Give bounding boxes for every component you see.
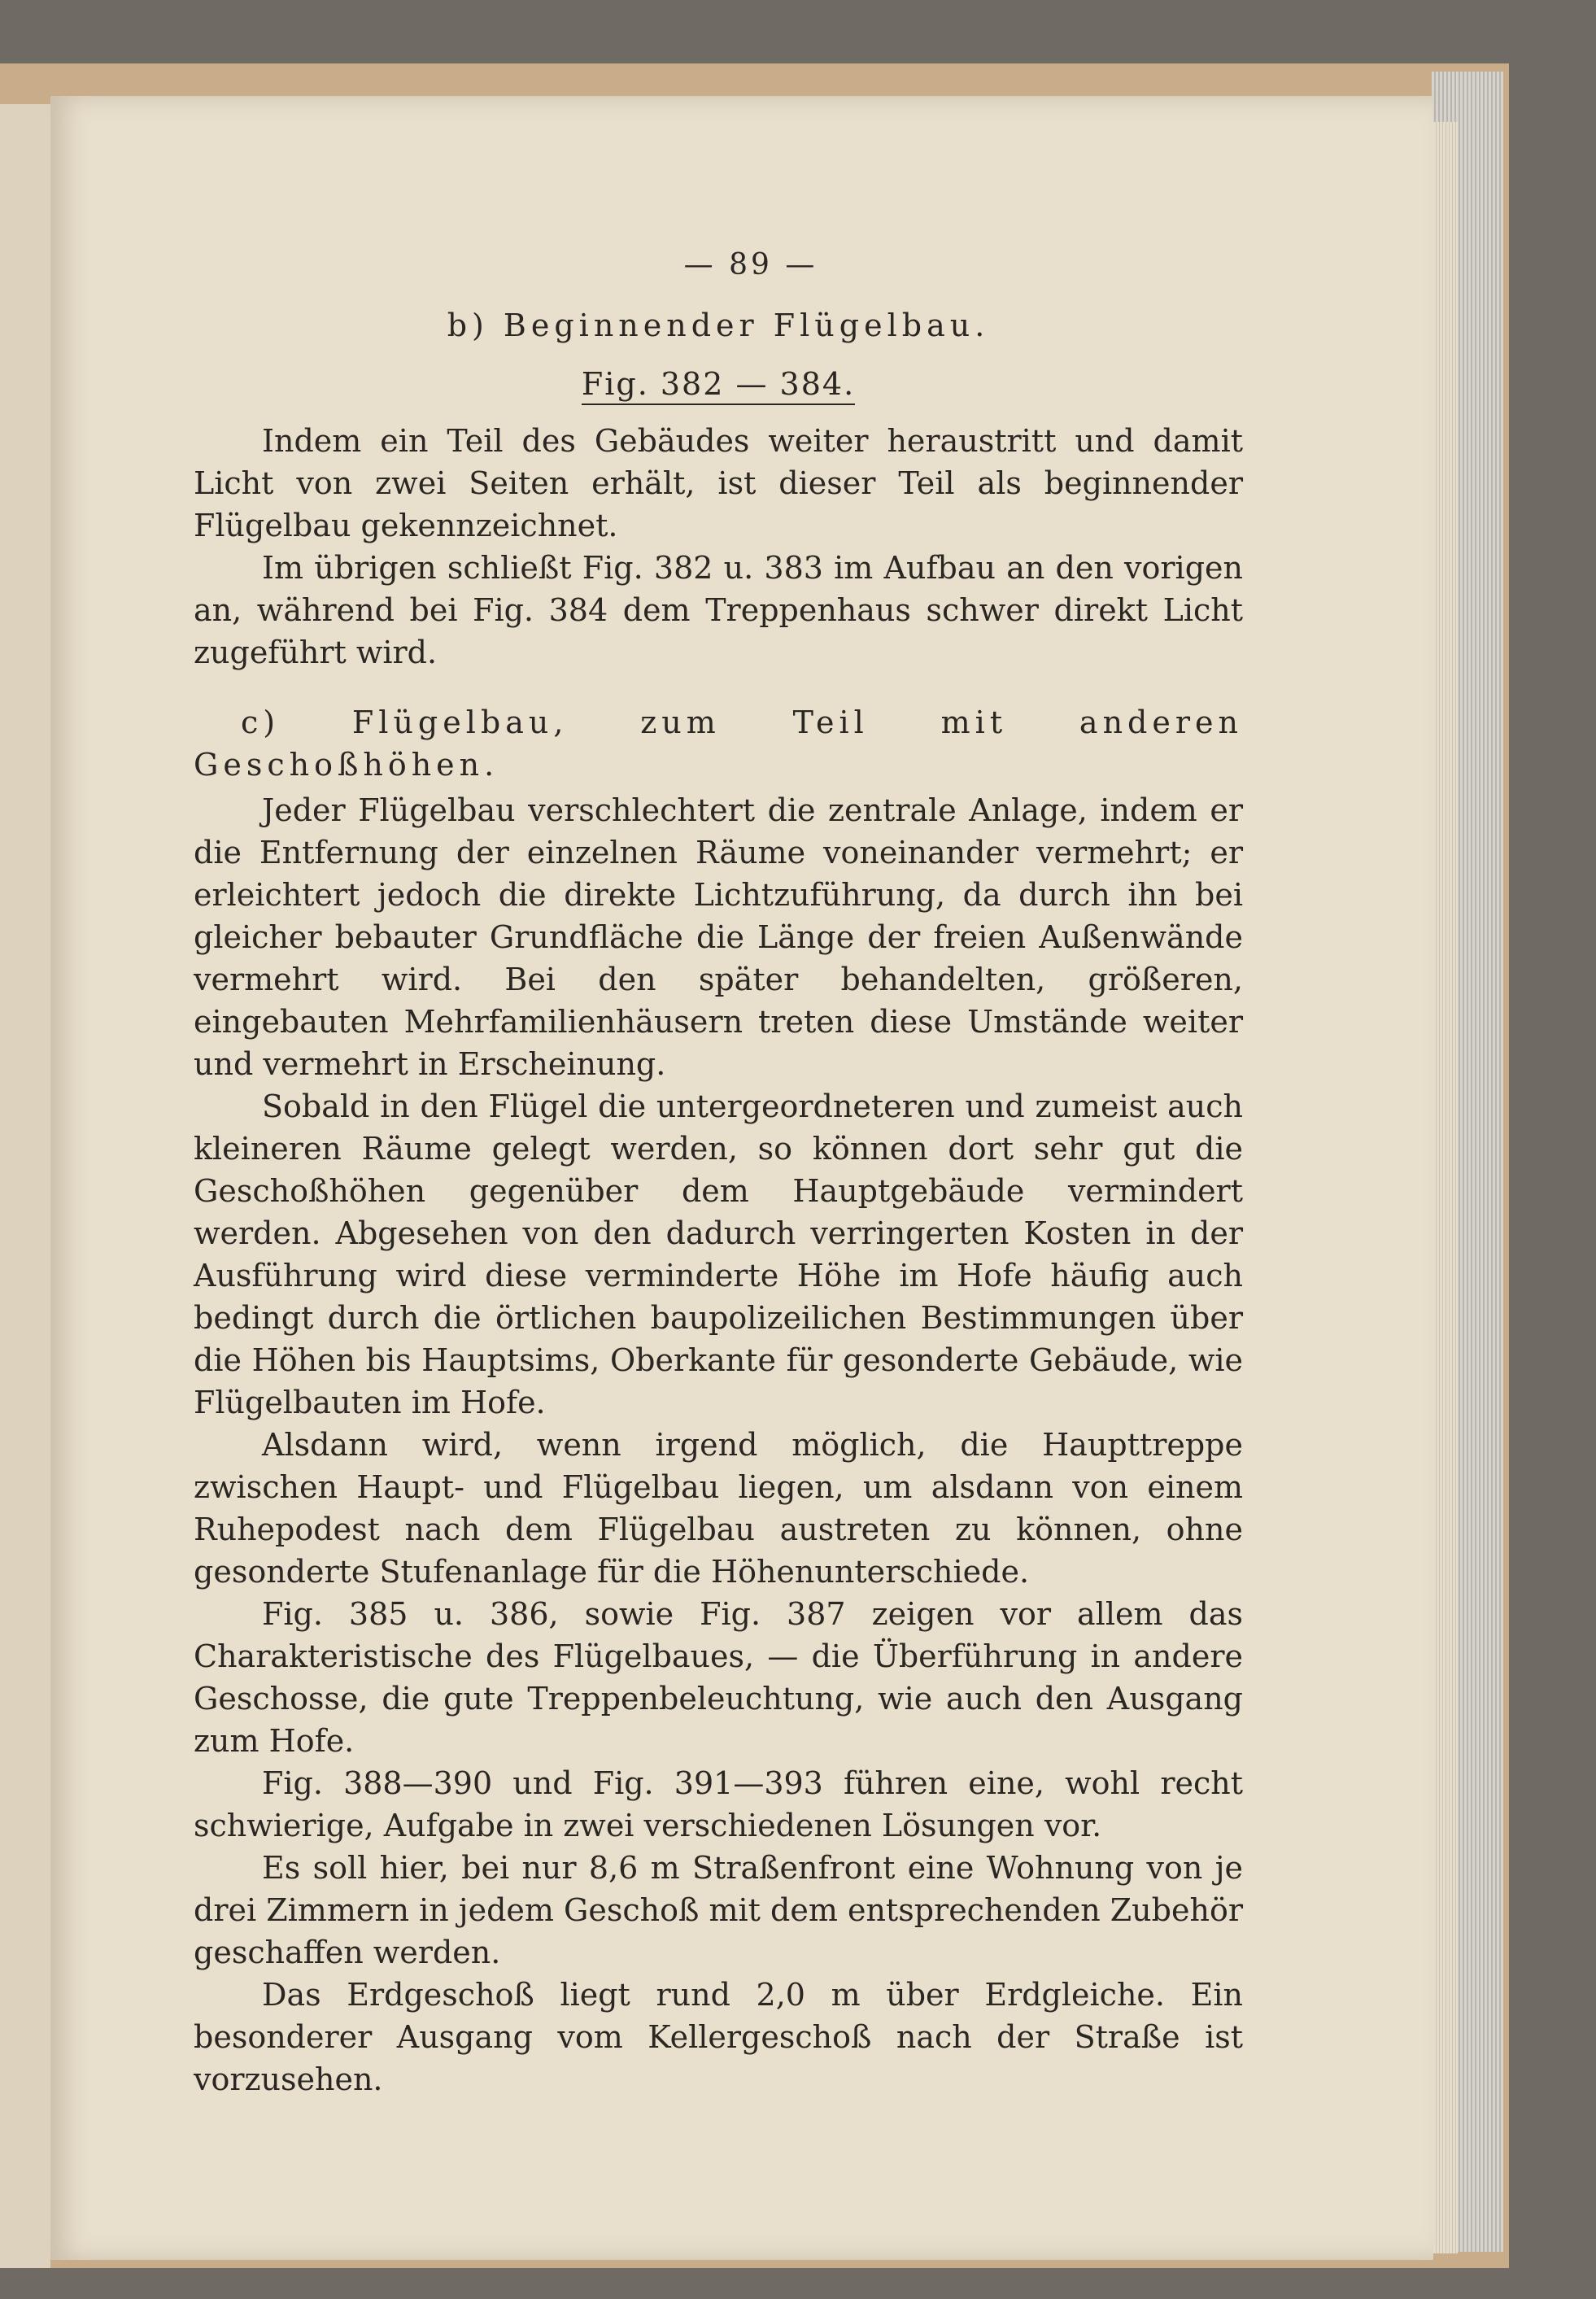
- paragraph: Fig. 385 u. 386, sowie Fig. 387 zeigen vor allem das Charakteristische des Flügelbaues, — die Überführung in andere Geschosse, die gute Treppenbeleuchtung, wie auch den Ausgang zum Hofe.: [194, 1596, 1243, 1759]
- page-stack-edge: [1433, 122, 1458, 2253]
- paragraph: Alsdann wird, wenn irgend möglich, die Haupttreppe zwischen Haupt- und Flügelbau liegen, um alsdann von einem Ruhepodest nach dem Flügelbau austreten zu können, ohne gesonderte Stufenanlage für die Höhenunterschiede.: [194, 1427, 1243, 1590]
- paragraph: Im übrigen schließt Fig. 382 u. 383 im Aufbau an den vorigen an, während bei Fig. 384 dem Treppenhaus schwer direkt Licht zugeführt wird.: [194, 550, 1243, 670]
- page-number: — 89 —: [683, 248, 818, 281]
- section-c-heading: c) Flügelbau, zum Teil mit anderen Geschoßhöhen.: [194, 705, 1243, 783]
- paragraph: Indem ein Teil des Gebäudes weiter heraustritt und damit Licht von zwei Seiten erhält, ist dieser Teil als beginnender Flügelbau gekennzeichnet.: [194, 423, 1243, 543]
- section-b-heading: b) Beginnender Flügelbau.: [447, 308, 990, 343]
- paragraph: Fig. 388—390 und Fig. 391—393 führen eine, wohl recht schwierige, Aufgabe in zwei verschiedenen Lösungen vor.: [194, 1765, 1243, 1843]
- previous-page-edge: [0, 104, 50, 2268]
- section-b-figure-ref: [194, 363, 1243, 405]
- paragraph: Jeder Flügelbau verschlechtert die zentrale Anlage, indem er die Entfernung der einzelnen Räume voneinander vermehrt; er erleichtert jedoch die direkte Lichtzuführung, da durch ihn bei gleicher bebauter Grundfläche die Länge der freien Außenwände vermehrt wird. Bei den später behandelten, größeren, eingebauten Mehrfamilienhäusern treten diese Umstände weiter und vermehrt in Erscheinung.: [194, 792, 1243, 1082]
- paragraph: Das Erdgeschoß liegt rund 2,0 m über Erdgleiche. Ein besonderer Ausgang vom Kellergeschoß nach der Straße ist vorzusehen.: [194, 1977, 1243, 2097]
- paragraph: Sobald in den Flügel die untergeordneteren und zumeist auch kleineren Räume gelegt werden, so können dort sehr gut die Geschoßhöhen gegenüber dem Hauptgebäude vermindert werden. Abgesehen von den dadurch verringerten Kosten in der Ausführung wird diese verminderte Höhe im Hofe häufig auch bedingt durch die örtlichen baupolizeilichen Bestimmungen über die Höhen bis Hauptsims, Oberkante für gesonderte Gebäude, wie Flügelbauten im Hofe.: [194, 1088, 1243, 1420]
- figure-ref-text: Fig. 382 — 384.: [582, 366, 855, 405]
- page-text: [194, 244, 1243, 2101]
- paragraph: Es soll hier, bei nur 8,6 m Straßenfront eine Wohnung von je drei Zimmern in jedem Geschoß mit dem entsprechenden Zubehör geschaffen werden.: [194, 1850, 1243, 1970]
